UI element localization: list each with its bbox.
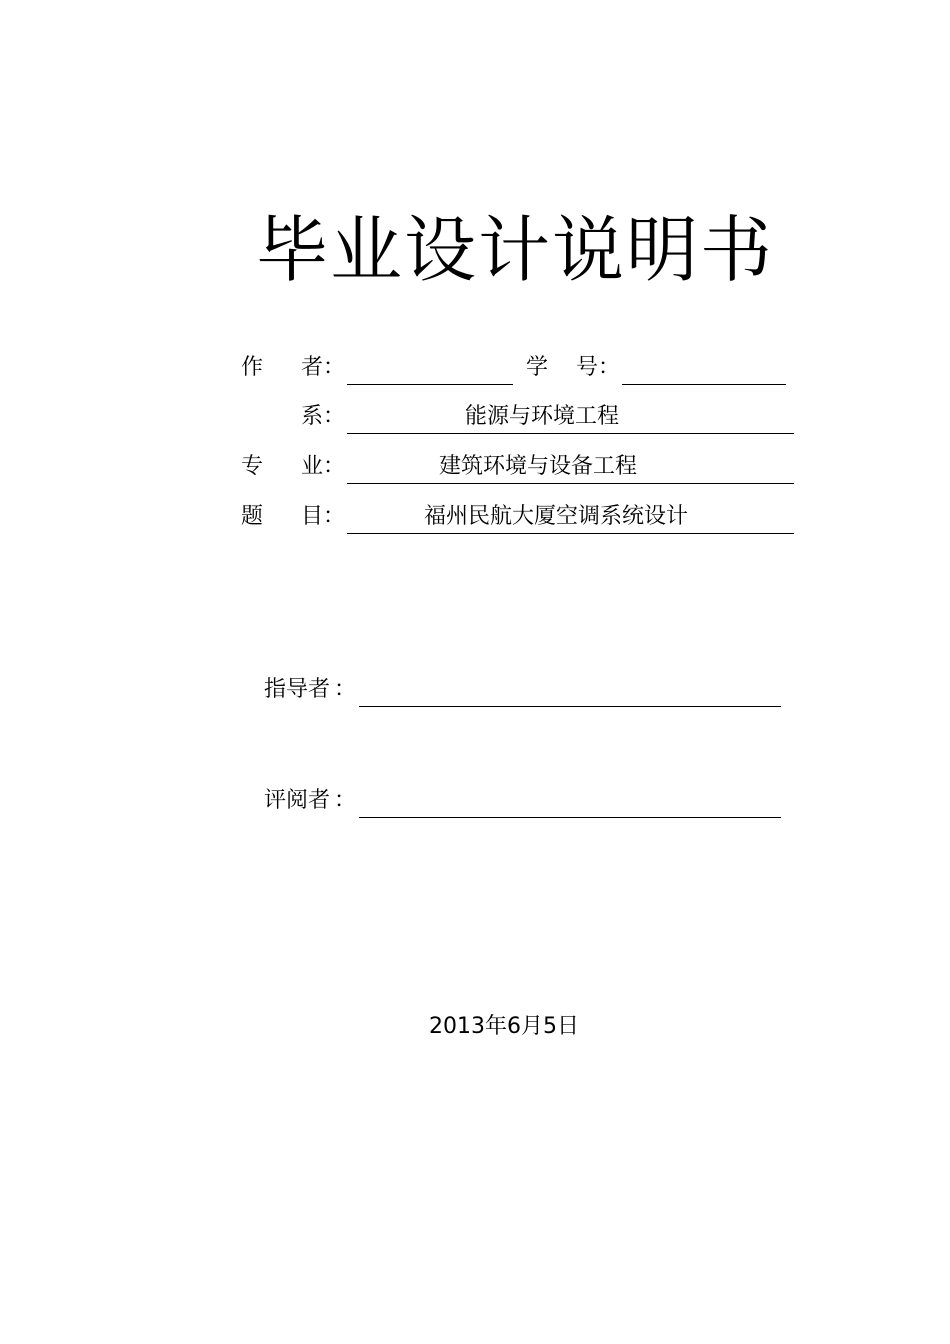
author-row <box>0 351 950 385</box>
major-label-2: 业 <box>301 454 324 479</box>
topic-row <box>0 500 950 534</box>
author-label-1: 作 <box>241 355 264 380</box>
topic-label-2: 目 <box>301 504 324 529</box>
author-field[interactable] <box>347 351 513 385</box>
document-title: 毕业设计说明书 <box>255 208 774 292</box>
department-value: 能源与环境工程 <box>465 404 620 429</box>
major-row <box>0 450 950 484</box>
topic-label-1: 题 <box>241 504 264 529</box>
major-field[interactable] <box>347 450 794 484</box>
major-colon: ： <box>323 454 346 479</box>
topic-field[interactable] <box>347 500 794 534</box>
advisor-row <box>0 673 950 707</box>
topic-value: 福州民航大厦空调系统设计 <box>424 504 689 529</box>
advisor-colon: ： <box>334 677 357 702</box>
student-id-label-2: 号 <box>576 355 599 380</box>
advisor-label: 指导者 <box>264 677 331 702</box>
author-label-2: 者 <box>301 355 324 380</box>
reviewer-field[interactable] <box>359 784 781 818</box>
student-id-field[interactable] <box>622 351 786 385</box>
major-value: 建筑环境与设备工程 <box>439 454 638 479</box>
department-colon: ： <box>323 404 346 429</box>
topic-colon: ： <box>323 504 346 529</box>
department-field[interactable] <box>347 400 794 434</box>
department-row <box>0 400 950 434</box>
major-label-1: 专 <box>241 454 264 479</box>
reviewer-colon: ： <box>334 788 357 813</box>
department-label: 系 <box>301 404 324 429</box>
advisor-field[interactable] <box>359 673 781 707</box>
reviewer-row <box>0 784 950 818</box>
document-date: 2013年6月5日 <box>429 1014 579 1039</box>
author-colon: ： <box>323 355 346 380</box>
reviewer-label: 评阅者 <box>264 788 331 813</box>
student-id-colon: ： <box>598 355 621 380</box>
student-id-label-1: 学 <box>526 355 549 380</box>
